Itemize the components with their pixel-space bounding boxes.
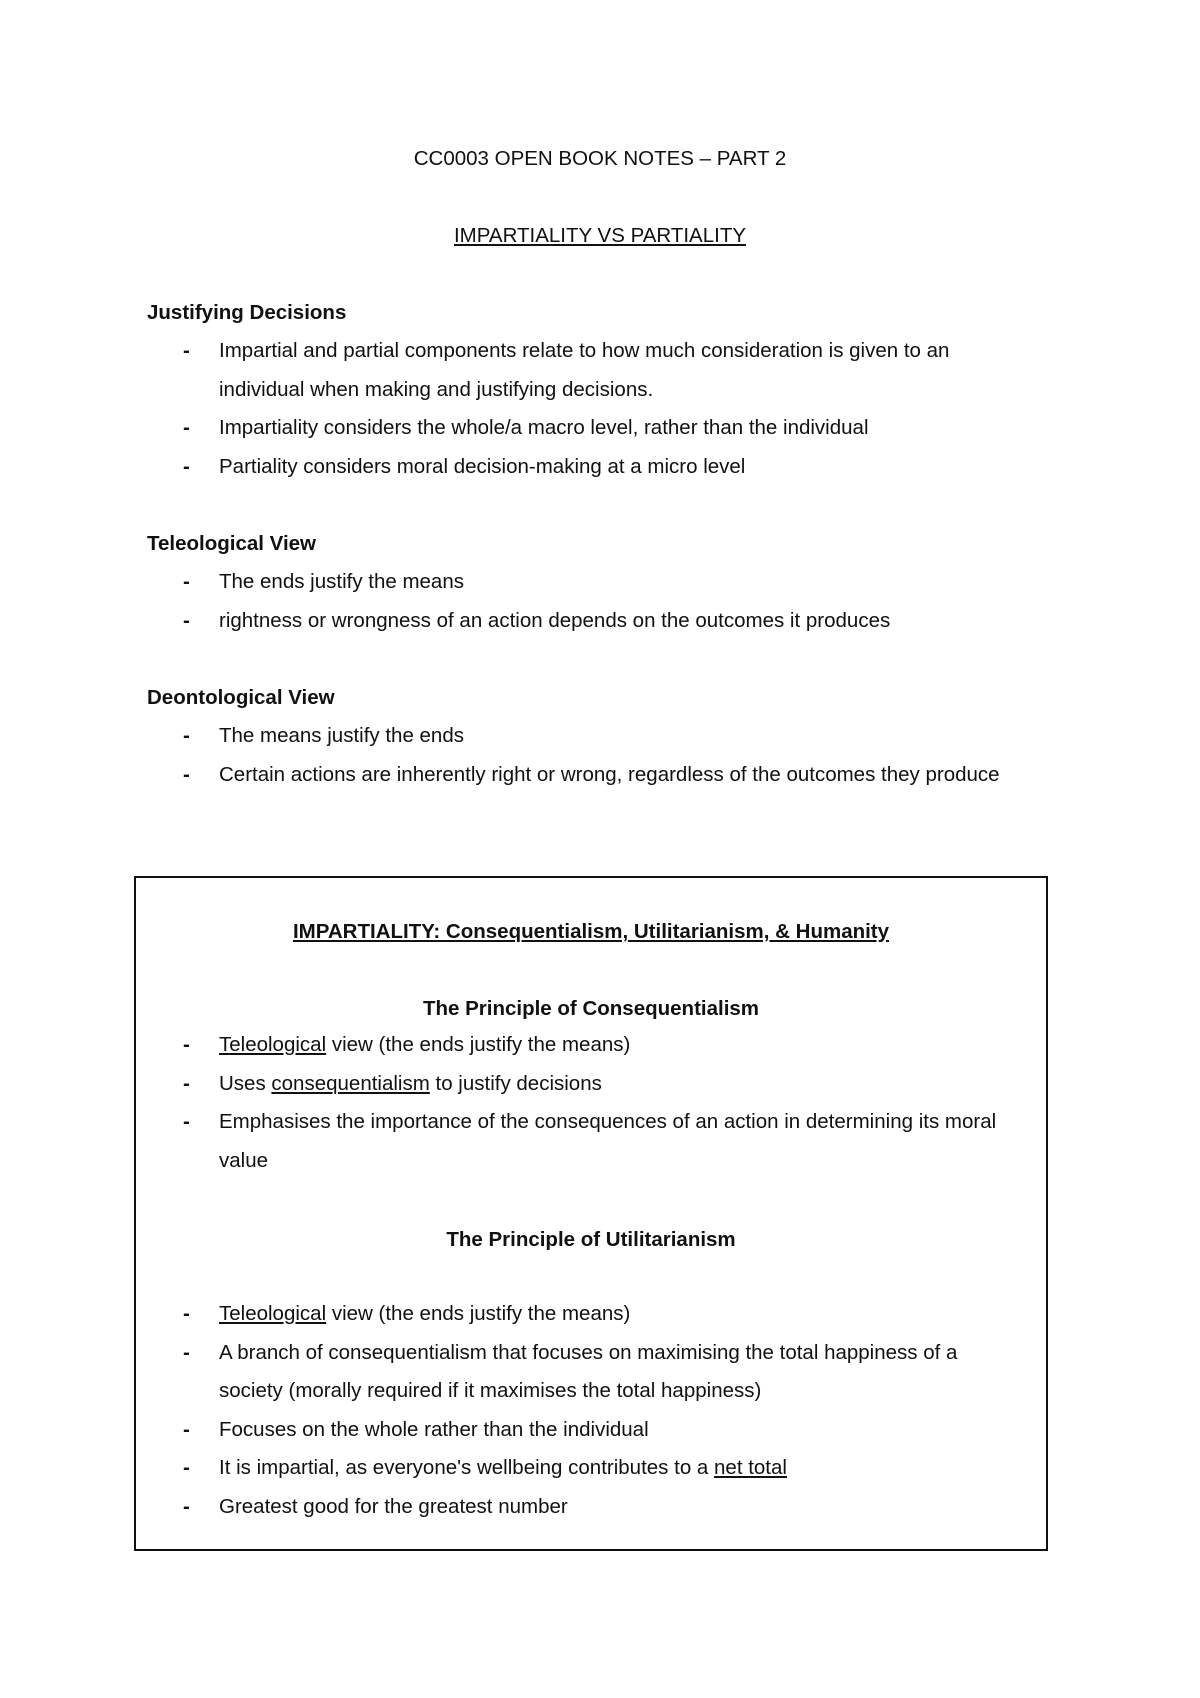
bullet-dash: - [183, 762, 190, 786]
list-item-text: Greatest good for the greatest number [219, 1494, 568, 1518]
list-item [147, 602, 1019, 641]
bullet-dash: - [183, 1033, 190, 1056]
section-teleological-view [147, 525, 1047, 640]
bullet-dash: - [183, 1340, 190, 1364]
list-item [147, 1411, 1019, 1450]
list-item [147, 409, 1019, 448]
list-item-text: view (the ends justify the means) [326, 1033, 631, 1056]
underlined-term: consequentialism [271, 1071, 430, 1095]
list-item [147, 1103, 1019, 1180]
list-item [147, 332, 1019, 409]
list-item [147, 1334, 1019, 1411]
list-item-text: rightness or wrongness of an action depends on the outcomes it produces [219, 608, 891, 632]
list-item [147, 717, 1019, 756]
list-item-text: Impartial and partial components relate to how much consideration is given to an individual when making and justifying decisions. [219, 339, 950, 401]
list-item-text: Uses [219, 1071, 272, 1095]
page-title: CC0003 OPEN BOOK NOTES – PART 2 [413, 147, 787, 170]
list-item-text: It is impartial, as everyone's wellbeing contributes to a [219, 1456, 715, 1479]
list-item [147, 563, 1019, 602]
list-item [147, 756, 1019, 795]
section-deontological-view [147, 679, 1047, 794]
list-item-text: view (the ends justify the means) [326, 1302, 631, 1325]
consequentialism-heading: The Principle of Consequentialism [422, 997, 760, 1020]
bullet-list [147, 563, 1047, 640]
list-item-text: Impartiality considers the whole/a macro level, rather than the individual [219, 416, 869, 439]
bullet-dash: - [183, 416, 190, 439]
bullet-dash: - [183, 1456, 190, 1479]
box-title: IMPARTIALITY: Consequentialism, Utilitarianism, & Humanity [292, 920, 890, 943]
list-item-text: A branch of consequentialism that focuses on maximising the total happiness of a society (morally required if it maximises the total happiness) [219, 1340, 958, 1402]
underlined-term: Teleological [219, 1302, 327, 1325]
list-item [147, 448, 1019, 487]
section-heading: Deontological View [147, 686, 335, 709]
bullet-list [147, 332, 1047, 486]
bullet-dash: - [183, 454, 190, 478]
list-item-text: The ends justify the means [219, 570, 464, 593]
list-item-text: The means justify the ends [219, 724, 464, 747]
utilitarianism-heading: The Principle of Utilitarianism [446, 1228, 736, 1251]
bullet-dash: - [183, 1494, 190, 1518]
section-consequentialism [147, 1026, 1047, 1180]
list-item [147, 1295, 1019, 1334]
section-heading: Justifying Decisions [147, 301, 347, 324]
underlined-term: net total [714, 1456, 787, 1479]
bullet-list [147, 717, 1047, 794]
list-item-text: Certain actions are inherently right or wrong, regardless of the outcomes they produce [219, 762, 1000, 786]
section-utilitarianism [147, 1295, 1047, 1526]
list-item [147, 1065, 1019, 1104]
page-subtitle: IMPARTIALITY VS PARTIALITY [453, 224, 747, 247]
bullet-list [147, 1026, 1047, 1180]
bullet-dash: - [183, 339, 190, 362]
bullet-dash: - [183, 724, 190, 747]
bullet-list [147, 1295, 1047, 1526]
list-item-text: Emphasises the importance of the consequences of an action in determining its moral value [219, 1110, 997, 1172]
bullet-dash: - [183, 1417, 190, 1441]
bullet-dash: - [183, 570, 190, 593]
list-item [147, 1449, 1019, 1488]
bullet-dash: - [183, 608, 190, 632]
list-item-text: Focuses on the whole rather than the individual [219, 1417, 649, 1441]
underlined-term: Teleological [219, 1033, 327, 1056]
bullet-dash: - [183, 1110, 190, 1133]
list-item-text: to justify decisions [429, 1071, 602, 1095]
bullet-dash: - [183, 1302, 190, 1325]
section-heading: Teleological View [147, 532, 316, 555]
bullet-dash: - [183, 1071, 190, 1095]
section-justifying-decisions [147, 294, 1047, 486]
list-item [147, 1488, 1019, 1527]
list-item [147, 1026, 1019, 1065]
list-item-text: Partiality considers moral decision-making at a micro level [219, 454, 746, 478]
